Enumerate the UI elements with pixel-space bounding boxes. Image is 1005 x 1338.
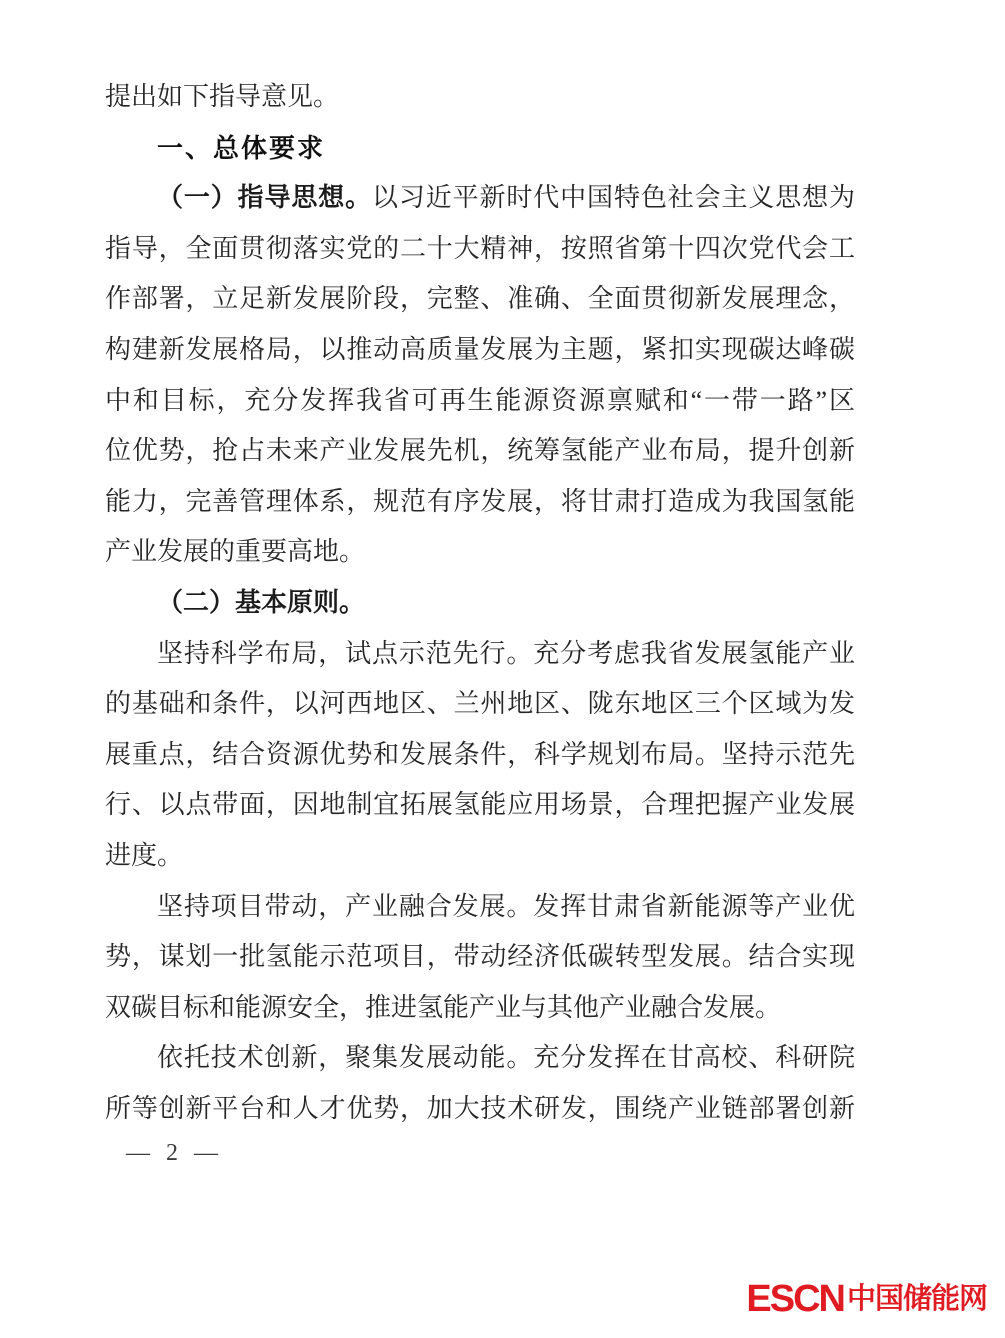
line-text: 产业发展的重要高地。 (105, 537, 366, 567)
text-line (105, 730, 855, 781)
text-line (105, 679, 855, 730)
line-text: 进度。 (105, 840, 184, 870)
text-line (105, 224, 855, 275)
line-text: 中和目标，充分发挥我省可再生能源资源禀赋和“一带一路”区 (105, 385, 855, 415)
text-line (105, 882, 855, 933)
line-text: 势，谋划一批氢能示范项目，带动经济低碳转型发展。结合实现 (105, 942, 855, 972)
text-line (105, 325, 855, 376)
text-line (105, 173, 855, 224)
line-text: 一、总体要求 (157, 132, 326, 163)
line-text: 行、以点带面，因地制宜拓展氢能应用场景，合理把握产业发展 (105, 790, 855, 820)
line-text: 作部署，立足新发展阶段，完整、准确、全面贯彻新发展理念， (105, 284, 855, 314)
text-line (105, 831, 855, 882)
text-line (105, 72, 855, 123)
text-line (105, 376, 855, 427)
line-text: 依托技术创新，聚集发展动能。充分发挥在甘高校、科研院 (157, 1043, 855, 1073)
text-line (105, 983, 855, 1034)
watermark-chinese-text: 中国储能网 (846, 1282, 987, 1315)
document-body (105, 72, 855, 1134)
text-line (105, 274, 855, 325)
watermark-latin-text: ESCN (746, 1278, 844, 1320)
watermark-escn-logo (746, 1280, 987, 1318)
text-line (105, 578, 855, 629)
text-line (105, 629, 855, 680)
line-text: 双碳目标和能源安全，推进氢能产业与其他产业融合发展。 (105, 992, 782, 1022)
line-text: 以习近平新时代中国特色社会主义思想为 (372, 183, 855, 213)
line-text: 坚持项目带动，产业融合发展。发挥甘肃省新能源等产业优 (157, 891, 855, 921)
text-line (105, 932, 855, 983)
line-text: 展重点，结合资源优势和发展条件，科学规划布局。坚持示范先 (105, 739, 855, 769)
line-text: 提出如下指导意见。 (105, 82, 340, 111)
line-text: 指导，全面贯彻落实党的二十大精神，按照省第十四次党代会工 (105, 233, 855, 263)
text-line (105, 527, 855, 578)
text-line (105, 1033, 855, 1084)
line-text: 能力，完善管理体系，规范有序发展，将甘肃打造成为我国氢能 (105, 486, 855, 516)
line-text: 所等创新平台和人才优势，加大技术研发，围绕产业链部署创新 (105, 1093, 855, 1123)
section-heading (105, 123, 855, 174)
line-text: 位优势，抢占未来产业发展先机，统筹氢能产业布局，提升创新 (105, 436, 855, 466)
page-number: — 2 — (126, 1140, 223, 1166)
line-text: 构建新发展格局，以推动高质量发展为主题，紧扣实现碳达峰碳 (105, 334, 855, 364)
subsection-lead: （一）指导思想。 (157, 183, 373, 213)
text-line (105, 780, 855, 831)
text-line (105, 1084, 855, 1135)
line-text: 的基础和条件，以河西地区、兰州地区、陇东地区三个区域为发 (105, 689, 855, 719)
line-text: 坚持科学布局，试点示范先行。充分考虑我省发展氢能产业 (157, 638, 855, 668)
text-line (105, 426, 855, 477)
subsection-lead: （二）基本原则。 (157, 587, 366, 617)
text-line (105, 477, 855, 528)
